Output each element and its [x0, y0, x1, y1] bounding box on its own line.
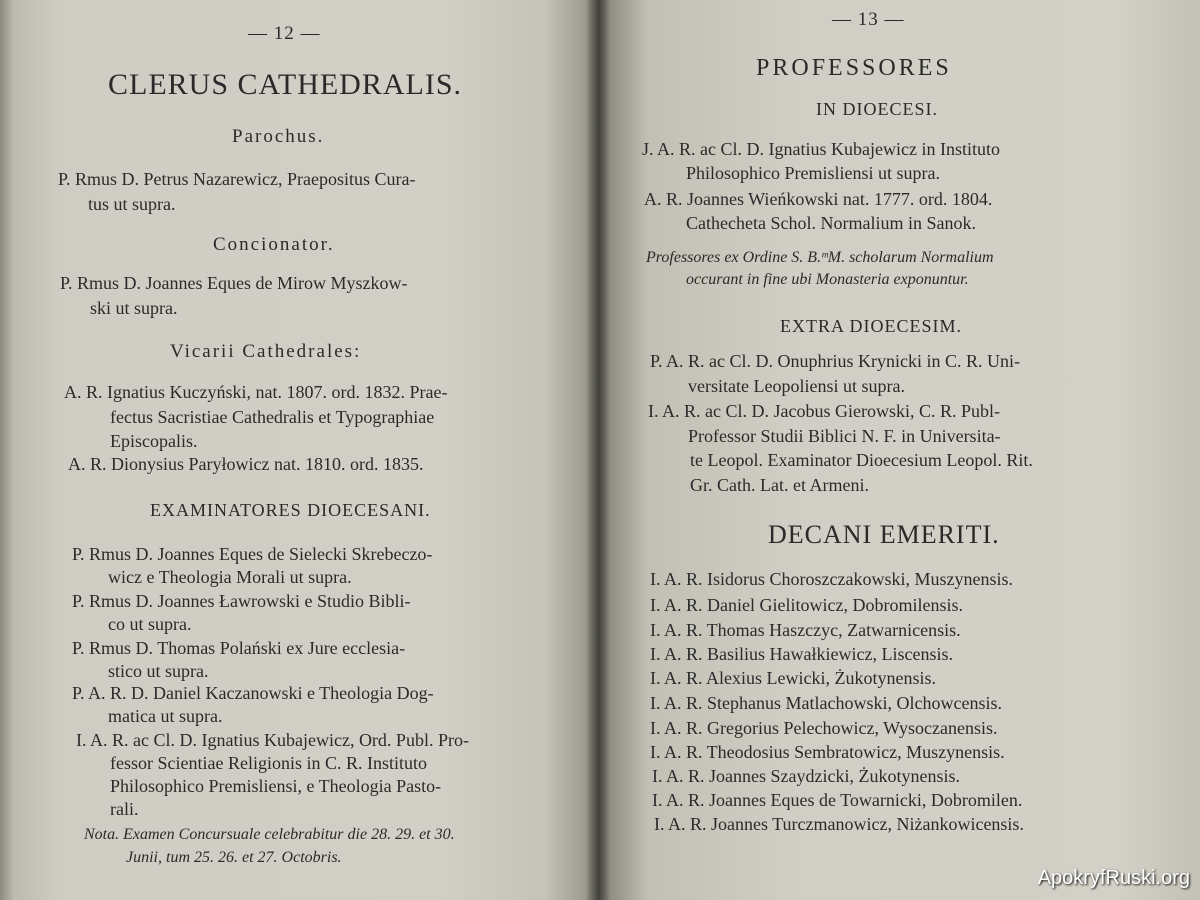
text-line: A. R. Dionysius Paryłowicz nat. 1810. ord. 1835. [68, 454, 424, 474]
text-line: A. R. Joannes Wieńkowski nat. 1777. ord. 1804. [644, 189, 993, 209]
page-number: — 12 — [248, 23, 321, 44]
watermark: ApokryfRuski.org [1037, 867, 1190, 889]
section-heading-extra: EXTRA DIOECESIM. [780, 316, 962, 336]
text-line: Gr. Cath. Lat. et Armeni. [690, 475, 869, 495]
text-line: co ut supra. [108, 614, 192, 634]
section-heading-parochus: Parochus. [232, 126, 325, 147]
text-line: versitate Leopoliensi ut supra. [688, 376, 905, 396]
note-line: Professores ex Ordine S. B.ᵐM. scholarum Normalium [646, 249, 994, 266]
text-line: I. A. R. Gregorius Pelechowicz, Wysoczanensis. [650, 718, 998, 738]
text-line: P. Rmus D. Thomas Polański ex Jure ecclesia- [72, 638, 406, 658]
text-line: wicz e Theologia Morali ut supra. [108, 567, 352, 587]
text-line: J. A. R. ac Cl. D. Ignatius Kubajewicz in Instituto [642, 139, 1000, 159]
text-line: I. A. R. Joannes Eques de Towarnicki, Dobromilen. [652, 790, 1023, 810]
text-line: P. Rmus D. Petrus Nazarewicz, Praepositus Cura- [58, 169, 416, 189]
section-heading-concionator: Concionator. [213, 234, 335, 255]
text-line: Episcopalis. [110, 431, 198, 451]
text-line: I. A. R. Joannes Szaydzicki, Żukotynensis. [652, 766, 960, 786]
text-line: I. A. R. Basilius Hawałkiewicz, Liscensis. [650, 644, 953, 664]
page-number: — 13 — [832, 9, 905, 30]
text-line: te Leopol. Examinator Dioecesium Leopol. Rit. [690, 450, 1033, 470]
text-line: I. A. R. Stephanus Matlachowski, Olchowcensis. [650, 693, 1002, 713]
text-line: Philosophico Premisliensi ut supra. [686, 163, 940, 183]
text-line: fectus Sacristiae Cathedralis et Typographiae [110, 407, 435, 427]
book-gutter [586, 0, 610, 900]
page-title: CLERUS CATHEDRALIS. [108, 68, 463, 101]
text-line: I. A. R. Daniel Gielitowicz, Dobromilensis. [650, 595, 963, 615]
page-subtitle: IN DIOECESI. [816, 99, 938, 119]
text-line: matica ut supra. [108, 706, 223, 726]
section-heading-vicarii: Vicarii Cathedrales: [170, 341, 362, 362]
text-line: P. A. R. D. Daniel Kaczanowski e Theologia Dog- [72, 683, 434, 703]
text-line: I. A. R. ac Cl. D. Ignatius Kubajewicz, Ord. Publ. Pro- [76, 730, 469, 750]
text-line: I. A. R. Isidorus Choroszczakowski, Muszynensis. [650, 569, 1013, 589]
text-line: tus ut supra. [88, 194, 176, 214]
text-line: I. A. R. ac Cl. D. Jacobus Gierowski, C. R. Publ- [648, 401, 1000, 421]
text-line: rali. [110, 799, 139, 819]
page-title: PROFESSORES [756, 55, 952, 81]
right-page [598, 0, 1200, 900]
text-line: P. A. R. ac Cl. D. Onuphrius Krynicki in C. R. Uni- [650, 351, 1021, 371]
text-line: I. A. R. Alexius Lewicki, Żukotynensis. [650, 668, 936, 688]
text-line: Professor Studii Biblici N. F. in Universita- [688, 426, 1001, 446]
text-line: fessor Scientiae Religionis in C. R. Instituto [110, 753, 427, 773]
text-line: P. Rmus D. Joannes Eques de Sielecki Skrebeczo- [72, 544, 433, 564]
text-line: I. A. R. Thomas Haszczyc, Zatwarnicensis. [650, 620, 961, 640]
text-line: P. Rmus D. Joannes Ławrowski e Studio Bibli- [72, 591, 411, 611]
nota-line: Junii, tum 25. 26. et 27. Octobris. [126, 849, 342, 866]
nota-line: Nota. Examen Concursuale celebrabitur die 28. 29. et 30. [84, 826, 455, 843]
left-page [0, 0, 598, 900]
text-line: Philosophico Premisliensi, e Theologia Pasto- [110, 776, 442, 796]
section-heading-decani: DECANI EMERITI. [768, 520, 1000, 549]
text-line: A. R. Ignatius Kuczyński, nat. 1807. ord. 1832. Prae- [64, 382, 448, 402]
text-line: I. A. R. Joannes Turczmanowicz, Niżankowicensis. [654, 814, 1024, 834]
text-line: ski ut supra. [90, 298, 178, 318]
note-line: occurant in fine ubi Monasteria exponuntur. [686, 271, 969, 288]
section-heading-examinatores: EXAMINATORES DIOECESANI. [150, 500, 431, 520]
text-line: stico ut supra. [108, 661, 209, 681]
text-line: I. A. R. Theodosius Sembratowicz, Muszynensis. [650, 742, 1005, 762]
text-line: Cathecheta Schol. Normalium in Sanok. [686, 213, 976, 233]
text-line: P. Rmus D. Joannes Eques de Mirow Myszkow- [60, 273, 408, 293]
